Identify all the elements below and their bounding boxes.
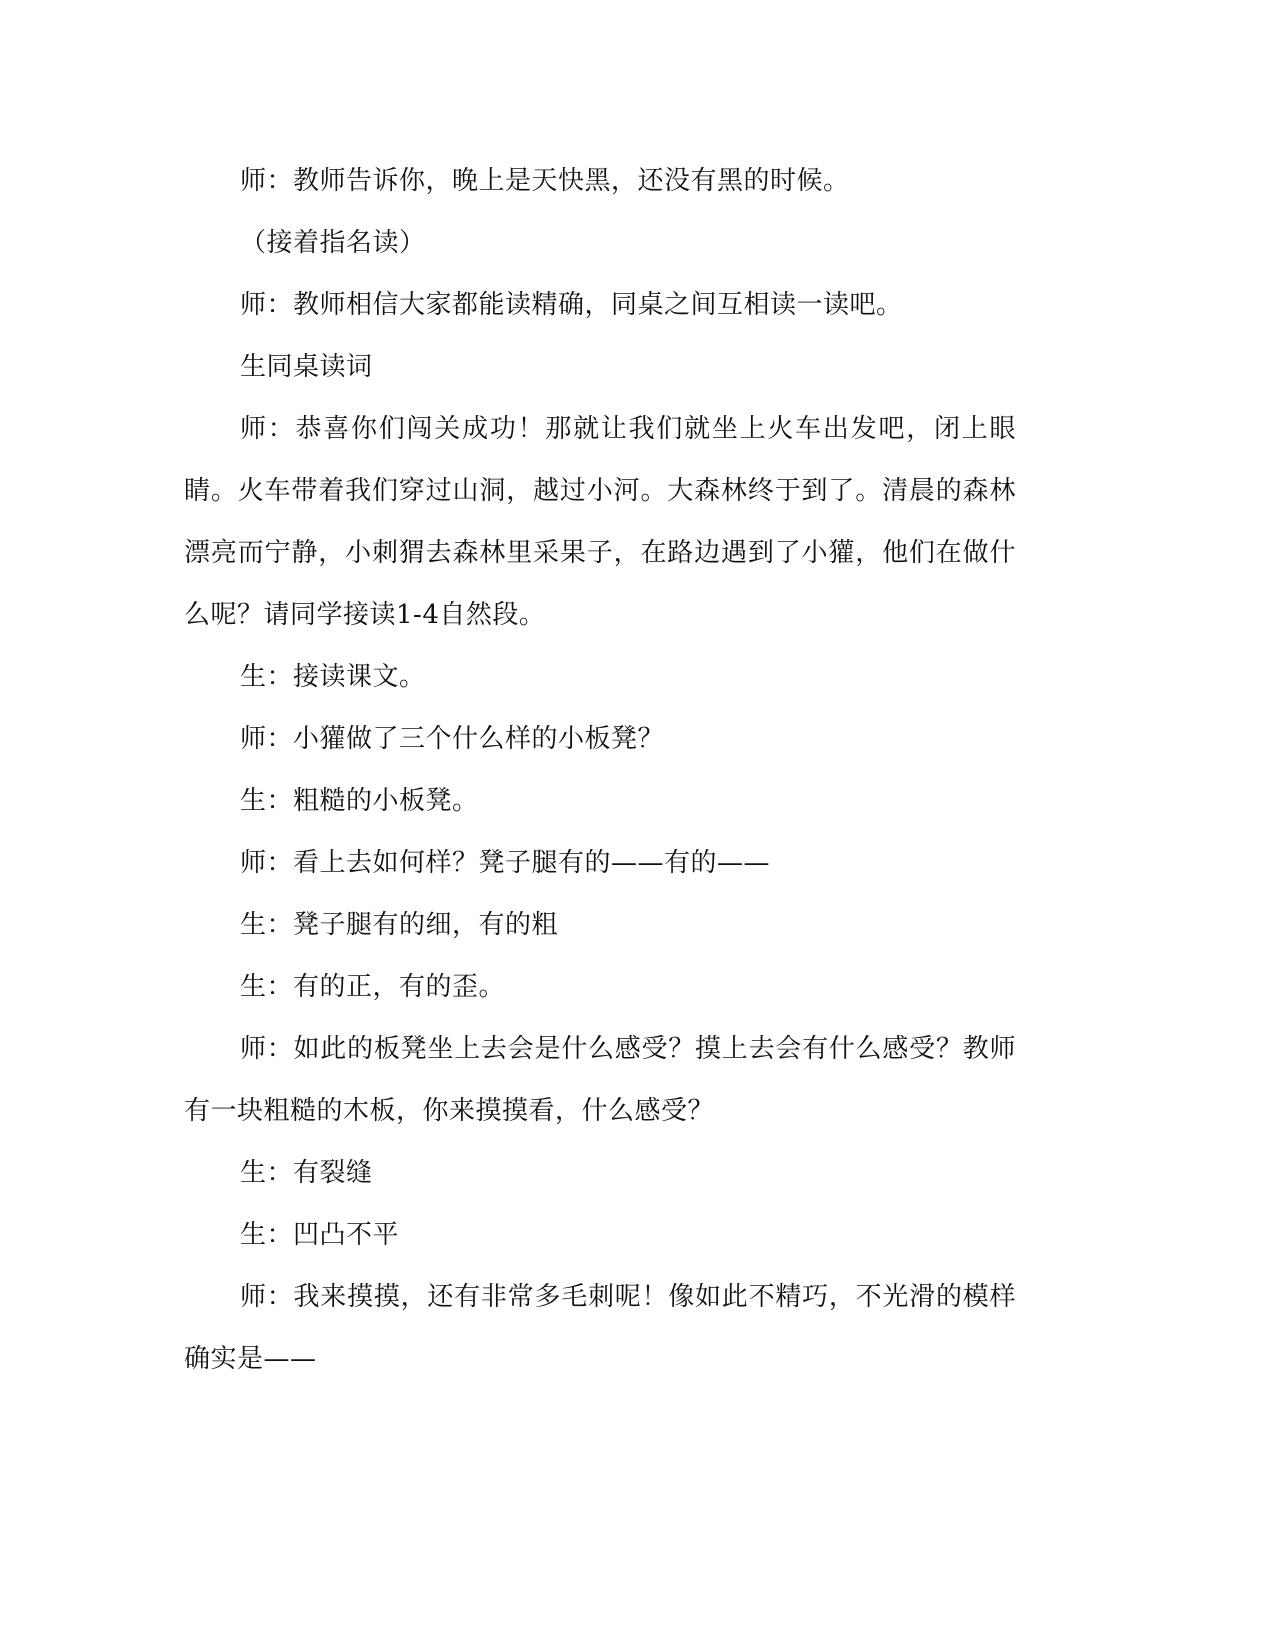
paragraph-1: 师：教师告诉你，晚上是天快黑，还没有黑的时候。 bbox=[240, 166, 850, 196]
paragraph-4: 生同桌读词 bbox=[240, 352, 373, 382]
paragraph-12: 师：如此的板凳坐上去会是什么感受？摸上去会有什么感受？教师有一块粗糙的木板，你来摸摸看，什么感受？ bbox=[184, 1034, 1016, 1126]
paragraph-6: 生：接读课文。 bbox=[240, 662, 426, 692]
document-body bbox=[184, 150, 1016, 1390]
paragraph-3: 师：教师相信大家都能读精确，同桌之间互相读一读吧。 bbox=[240, 290, 903, 320]
paragraph-11: 生：有的正，有的歪。 bbox=[240, 972, 506, 1002]
paragraph-5: 师：恭喜你们闯关成功！那就让我们就坐上火车出发吧，闭上眼睛。火车带着我们穿过山洞，越过小河。大森林终于到了。清晨的森林漂亮而宁静，小刺猬去森林里采果子，在路边遇到了小獾，他们在做什么呢？请同学接读1-4自然段。 bbox=[184, 414, 1016, 630]
paragraph-10: 生：凳子腿有的细，有的粗 bbox=[240, 910, 559, 940]
paragraph-8: 生：粗糙的小板凳。 bbox=[240, 786, 479, 816]
paragraph-2: （接着指名读） bbox=[240, 228, 426, 258]
paragraph-15: 师：我来摸摸，还有非常多毛刺呢！像如此不精巧，不光滑的模样确实是—— bbox=[184, 1282, 1016, 1374]
paragraph-7: 师：小獾做了三个什么样的小板凳？ bbox=[240, 724, 665, 754]
paragraph-9: 师：看上去如何样？凳子腿有的——有的—— bbox=[240, 848, 771, 878]
paragraph-13: 生：有裂缝 bbox=[240, 1158, 373, 1188]
paragraph-14: 生：凹凸不平 bbox=[240, 1220, 400, 1250]
